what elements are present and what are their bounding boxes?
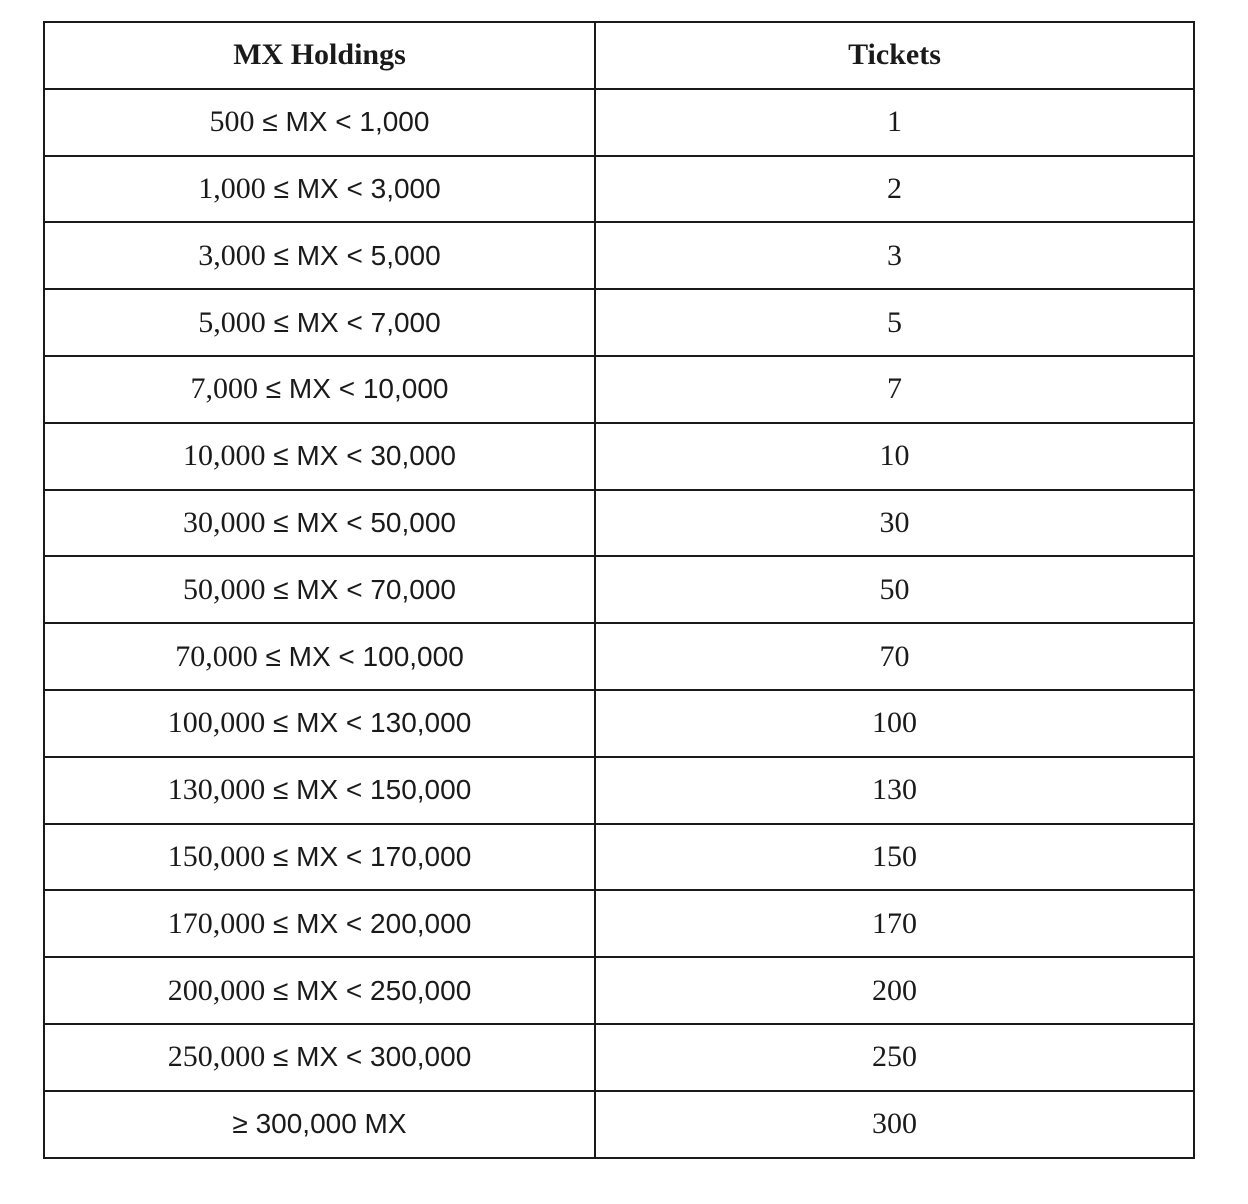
range-condition: ≤ MX < 170,000 <box>265 840 472 872</box>
mx-holdings-range <box>44 757 595 824</box>
tickets-value: 30 <box>595 490 1194 557</box>
mx-holdings-range <box>44 490 595 557</box>
tickets-value: 100 <box>595 690 1194 757</box>
mx-holdings-range <box>44 222 595 289</box>
range-condition: ≤ MX < 100,000 <box>257 640 464 672</box>
table-row <box>44 957 1194 1024</box>
tickets-value: 3 <box>595 222 1194 289</box>
mx-holdings-range <box>44 156 595 223</box>
table-row <box>44 423 1194 490</box>
range-lower-bound: 250,000 <box>167 1040 266 1074</box>
table-row <box>44 556 1194 623</box>
table-row <box>44 89 1194 156</box>
mx-holdings-range <box>44 89 595 156</box>
range-condition: ≤ MX < 3,000 <box>265 172 441 204</box>
range-lower-bound: 10,000 <box>183 439 266 473</box>
range-lower-bound: 5,000 <box>198 305 266 339</box>
range-condition: ≥ 300,000 MX <box>232 1108 407 1140</box>
tickets-value: 130 <box>595 757 1194 824</box>
range-lower-bound: 150,000 <box>167 839 266 873</box>
tickets-value: 5 <box>595 289 1194 356</box>
range-lower-bound: 200,000 <box>167 973 266 1007</box>
range-lower-bound: 1,000 <box>198 171 266 205</box>
table-row <box>44 1091 1194 1158</box>
range-lower-bound: 70,000 <box>175 639 258 673</box>
tickets-table <box>43 21 1195 1159</box>
range-lower-bound: 170,000 <box>167 906 266 940</box>
table-row <box>44 890 1194 957</box>
tickets-value: 7 <box>595 356 1194 423</box>
mx-holdings-range <box>44 890 595 957</box>
range-lower-bound: 3,000 <box>198 238 266 272</box>
range-condition: ≤ MX < 200,000 <box>265 907 472 939</box>
mx-holdings-range <box>44 289 595 356</box>
range-condition: ≤ MX < 150,000 <box>265 774 472 806</box>
table-row <box>44 623 1194 690</box>
tickets-value: 70 <box>595 623 1194 690</box>
range-condition: ≤ MX < 300,000 <box>265 1041 472 1073</box>
table-row <box>44 757 1194 824</box>
range-lower-bound: 500 <box>209 105 255 139</box>
table-row <box>44 490 1194 557</box>
mx-holdings-range <box>44 556 595 623</box>
range-condition: ≤ MX < 250,000 <box>265 974 472 1006</box>
range-condition: ≤ MX < 70,000 <box>265 573 456 605</box>
mx-holdings-range <box>44 1024 595 1091</box>
tickets-value: 300 <box>595 1091 1194 1158</box>
range-condition: ≤ MX < 130,000 <box>265 707 472 739</box>
mx-holdings-range <box>44 690 595 757</box>
header-tickets: Tickets <box>595 22 1194 89</box>
table-row <box>44 289 1194 356</box>
tickets-value: 170 <box>595 890 1194 957</box>
tickets-value: 200 <box>595 957 1194 1024</box>
range-condition: ≤ MX < 5,000 <box>265 239 441 271</box>
range-lower-bound: 50,000 <box>183 572 266 606</box>
mx-holdings-range <box>44 1091 595 1158</box>
table-row <box>44 690 1194 757</box>
header-row <box>44 22 1194 89</box>
table-row <box>44 222 1194 289</box>
range-condition: ≤ MX < 30,000 <box>265 440 456 472</box>
table-row <box>44 1024 1194 1091</box>
range-condition: ≤ MX < 10,000 <box>258 373 449 405</box>
mx-holdings-range <box>44 957 595 1024</box>
range-condition: ≤ MX < 1,000 <box>254 106 430 138</box>
table-row <box>44 156 1194 223</box>
tickets-value: 250 <box>595 1024 1194 1091</box>
tickets-value: 1 <box>595 89 1194 156</box>
range-lower-bound: 30,000 <box>183 505 266 539</box>
mx-holdings-range <box>44 423 595 490</box>
tickets-value: 50 <box>595 556 1194 623</box>
tickets-value: 10 <box>595 423 1194 490</box>
table-row <box>44 824 1194 891</box>
range-lower-bound: 7,000 <box>190 372 258 406</box>
range-lower-bound: 100,000 <box>167 706 266 740</box>
tickets-value: 2 <box>595 156 1194 223</box>
mx-holdings-range <box>44 824 595 891</box>
range-lower-bound: 130,000 <box>167 773 266 807</box>
header-mx-holdings: MX Holdings <box>44 22 595 89</box>
range-condition: ≤ MX < 50,000 <box>265 506 456 538</box>
mx-holdings-range <box>44 623 595 690</box>
mx-holdings-range <box>44 356 595 423</box>
range-condition: ≤ MX < 7,000 <box>265 306 441 338</box>
table-row <box>44 356 1194 423</box>
tickets-value: 150 <box>595 824 1194 891</box>
